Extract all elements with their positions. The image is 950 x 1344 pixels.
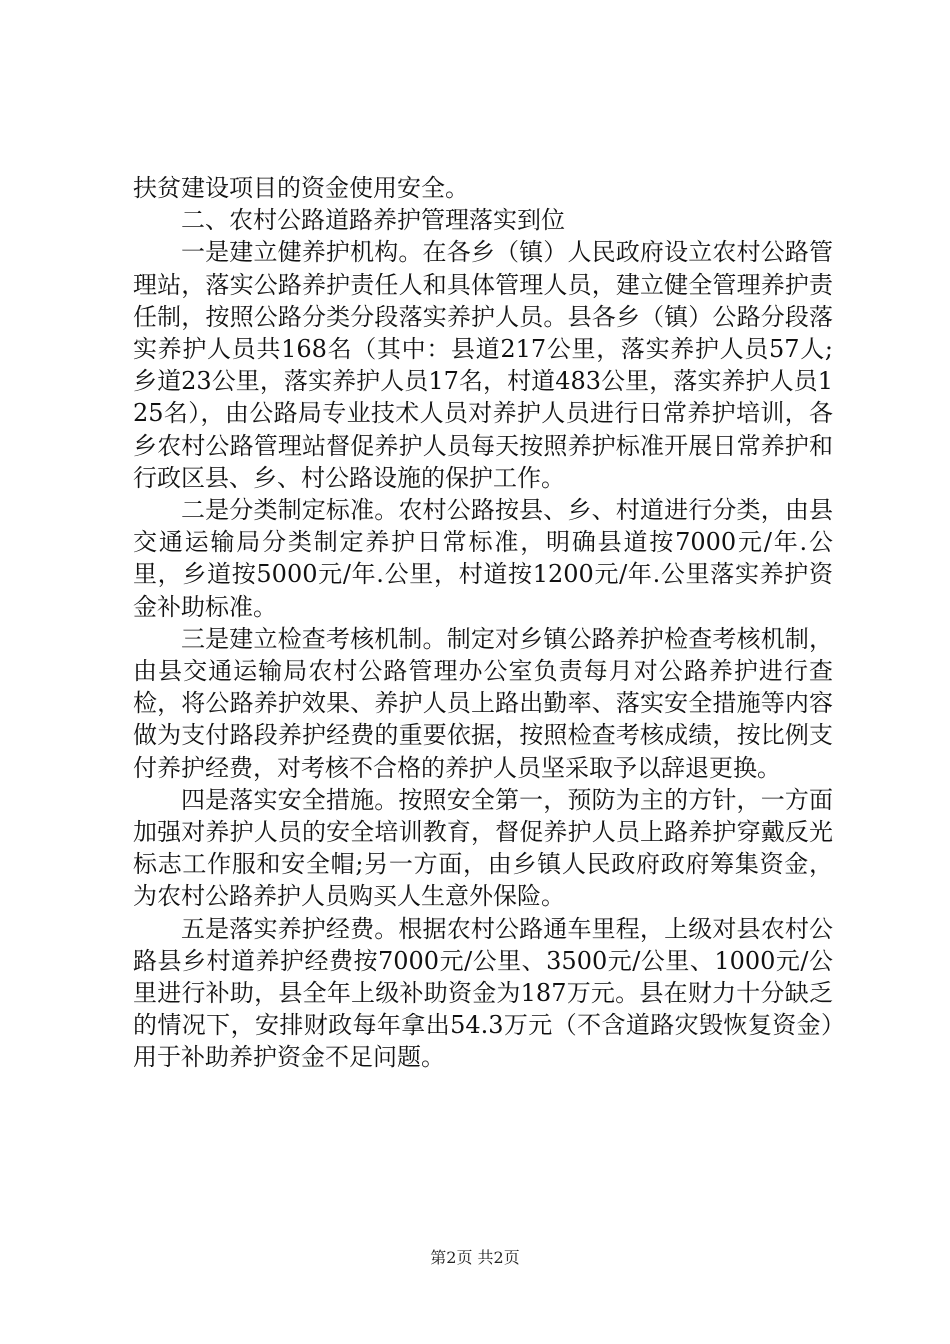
paragraph-continuation: 扶贫建设项目的资金使用安全。	[133, 174, 469, 202]
paragraph-safety-measures: 四是落实安全措施。按照安全第一，预防为主的方针，一方面加强对养护人员的安全培训教育，督促养护人员上路养护穿戴反光标志工作服和安全帽;另一方面，由乡镇人民政府政府筹集资金，为农村公路养护人员购买人生意外保险。	[133, 785, 833, 911]
paragraph-maintenance-organization: 一是建立健养护机构。在各乡（镇）人民政府设立农村公路管理站，落实公路养护责任人和具体管理人员，建立健全管理养护责任制，按照公路分类分段落实养护人员。县各乡（镇）公路分段落实养护人员共168名（其中：县道217公里，落实养护人员57人;乡道23公里，落实养护人员17名，村道483公里，落实养护人员125名），由公路局专业技术人员对养护人员进行日常养护培训，各乡农村公路管理站督促养护人员每天按照养护标准开展日常养护和行政区县、乡、村公路设施的保护工作。	[133, 238, 833, 492]
paragraph-classification-standards: 二是分类制定标准。农村公路按县、乡、村道进行分类，由县交通运输局分类制定养护日常标准，明确县道按7000元/年.公里，乡道按5000元/年.公里，村道按1200元/年.公里落实养护资金补助标准。	[133, 496, 833, 621]
page-footer: 第2页 共2页	[430, 1248, 520, 1267]
paragraph-maintenance-funding: 五是落实养护经费。根据农村公路通车里程，上级对县农村公路县乡村道养护经费按7000元/公里、3500元/公里、1000元/公里进行补助，县全年上级补助资金为187万元。县在财力十分缺乏的情况下，安排财政每年拿出54.3万元（不含道路灾毁恢复资金）用于补助养护资金不足问题。	[133, 914, 833, 1072]
section-heading: 二、农村公路道路养护管理落实到位	[181, 206, 565, 235]
paragraph-inspection-mechanism: 三是建立检查考核机制。制定对乡镇公路养护检查考核机制，由县交通运输局农村公路管理办公室负责每月对公路养护进行查检，将公路养护效果、养护人员上路出勤率、落实安全措施等内容做为支付路段养护经费的重要依据，按照检查考核成绩，按比例支付养护经费，对考核不合格的养护人员坚采取予以辞退更换。	[133, 624, 833, 782]
document-body	[133, 172, 833, 1074]
